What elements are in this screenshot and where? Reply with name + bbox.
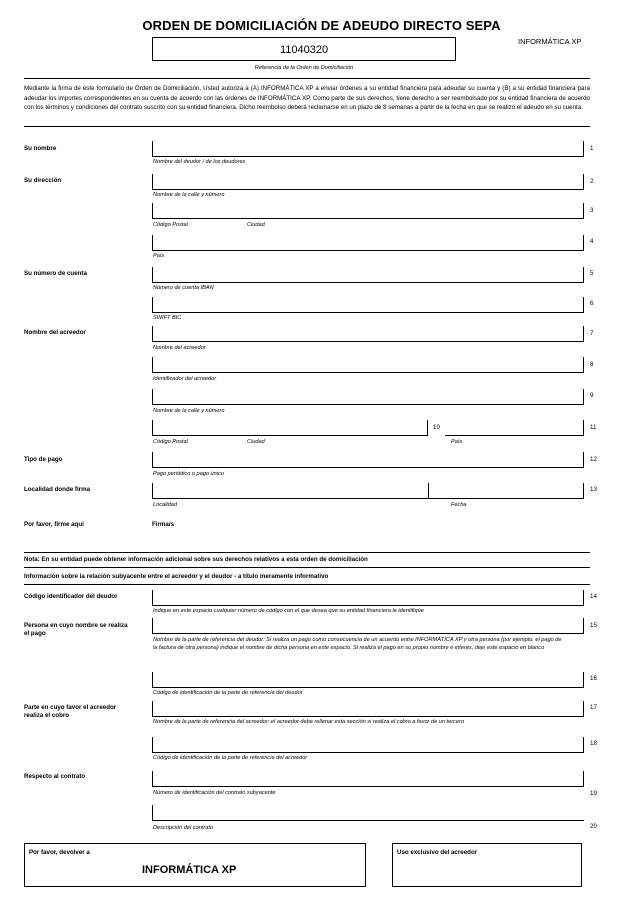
creditor-country-field[interactable] bbox=[445, 420, 584, 436]
field-number: 1 bbox=[590, 145, 594, 152]
on-behalf-name-field[interactable] bbox=[152, 618, 584, 634]
creditor-label: Nombre del acreedor bbox=[24, 329, 86, 336]
mandate-reference-caption: Referencia de la Orden de Domiciliación bbox=[254, 65, 354, 71]
country-field[interactable] bbox=[152, 235, 584, 251]
date-caption: Fecha bbox=[451, 502, 467, 508]
creditor-id-field[interactable] bbox=[152, 357, 584, 373]
contract-id-field[interactable] bbox=[152, 771, 584, 787]
divider bbox=[24, 78, 590, 79]
on-behalf-label: Persona en cuyo nombre se realiza el pago bbox=[24, 622, 128, 637]
form-title: ORDEN DE DOMICILIACIÓN DE ADEUDO DIRECTO SEPA bbox=[142, 18, 501, 33]
payment-type-field[interactable] bbox=[152, 452, 584, 468]
intro-paragraph: Mediante la firma de este formulario de Orden de Domiciliación, Usted autoriza a (A) INFORMÁTICA XP a enviar órdenes a su entidad financiera para adeudar su cuenta y (B) a su entidad financiera para adeudar los importes correspondientes en su cuenta de acuerdo con las órdenes de INFORMÁTICA XP. Como parte de sus derechos, tiene derecho a ser reembolsado por su entidad financiera de acuerdo con los términos y condiciones del contrato suscrito con su entidad financiera. Dicho reembolso deberá reclamarse en un plazo de 8 semanas a partir de la fecha en que se realizó el adeudo en su cuenta. bbox=[24, 85, 590, 111]
divider bbox=[24, 567, 590, 568]
field-number: 18 bbox=[590, 740, 597, 747]
sign-here-label: Por favor, firme aquí bbox=[24, 521, 84, 528]
field-number: 19 bbox=[590, 790, 597, 797]
payment-type-caption: Pago periódico o pago único bbox=[153, 471, 224, 477]
postal-city-field[interactable] bbox=[152, 203, 584, 219]
return-company: INFORMÁTICA XP bbox=[142, 864, 237, 876]
field-number: 2 bbox=[590, 178, 594, 185]
field-number: 9 bbox=[590, 392, 594, 399]
country-caption: País bbox=[153, 253, 165, 259]
iban-caption: Número de cuenta IBAN bbox=[153, 285, 214, 291]
beneficiary-label: Parte en cuyo favor el acreedor realiza el cobro bbox=[24, 704, 117, 719]
on-behalf-caption: Nombre de la parte de referencia del deudor: Si realiza un pago como consecuencia de un acuerdo entre INFORMÁTICA XP y otra persona (por ejemplo, el pago de la factura de otra persona) indique el nombre de dicha persona en este espacio. Si realiza el pago en su propio nombre e interés, deje este espacio en blanco bbox=[153, 637, 562, 651]
debtor-code-field[interactable] bbox=[152, 590, 584, 606]
beneficiary-id-field[interactable] bbox=[152, 737, 584, 753]
creditor-name-caption: Nombre del acreedor bbox=[153, 345, 206, 351]
creditor-country-caption: País bbox=[451, 439, 463, 445]
beneficiary-id-caption: Código de identificación de la parte de referencia del acreedor bbox=[153, 755, 308, 761]
divider bbox=[24, 552, 590, 553]
contract-description-field[interactable] bbox=[152, 805, 584, 821]
street-field[interactable] bbox=[152, 174, 584, 190]
on-behalf-id-field[interactable] bbox=[152, 672, 584, 688]
location-caption: Localidad bbox=[153, 502, 177, 508]
contract-description-caption: Descripción del contrato bbox=[153, 825, 214, 831]
field-number: 13 bbox=[590, 486, 597, 493]
field-number: 3 bbox=[590, 207, 594, 214]
account-label: Su número de cuenta bbox=[24, 270, 87, 277]
creditor-postal-caption: Código Postal bbox=[153, 439, 188, 445]
field-number: 11 bbox=[590, 424, 597, 431]
iban-field[interactable] bbox=[152, 267, 584, 283]
signature-label[interactable]: Firma/s bbox=[152, 521, 175, 528]
field-number: 16 bbox=[590, 675, 597, 682]
bic-field[interactable] bbox=[152, 297, 584, 313]
underlying-info-heading: Información sobre la relación subyacente entre el acreedor y el deudor - a título meramente informativo bbox=[24, 573, 329, 580]
payment-type-label: Tipo de pago bbox=[24, 456, 63, 463]
divider bbox=[24, 584, 590, 585]
address-label: Su dirección bbox=[24, 177, 62, 184]
field-number: 14 bbox=[590, 593, 597, 600]
return-to-label: Por favor, devolver a bbox=[29, 849, 90, 856]
date-field[interactable] bbox=[428, 483, 584, 499]
postal-caption: Código Postal bbox=[153, 222, 188, 228]
field-number: 20 bbox=[590, 823, 597, 830]
creditor-name-field[interactable] bbox=[152, 326, 584, 342]
creditor-street-caption: Nombre de la calle y número bbox=[153, 408, 225, 414]
field-number: 12 bbox=[590, 456, 597, 463]
bic-caption: SWIFT BIC bbox=[153, 315, 182, 321]
creditor-street-field[interactable] bbox=[152, 389, 584, 405]
field-number: 15 bbox=[590, 622, 597, 629]
divider bbox=[24, 126, 590, 127]
creditor-city-caption: Ciudad bbox=[247, 439, 265, 445]
street-caption: Nombre de la calle y número bbox=[153, 192, 225, 198]
contract-label: Respecto al contrato bbox=[24, 773, 86, 780]
field-number: 17 bbox=[590, 704, 597, 711]
contract-id-caption: Número de identificación del contrato subyacente bbox=[153, 790, 276, 796]
name-label: Su nombre bbox=[24, 145, 57, 152]
field-number: 4 bbox=[590, 238, 594, 245]
location-field[interactable] bbox=[152, 483, 428, 499]
creditor-use-label: Uso exclusivo del acreedor bbox=[397, 849, 478, 856]
debtor-name-caption: Nombre del deudor / de los deudores bbox=[153, 159, 246, 165]
field-number: 7 bbox=[590, 330, 594, 337]
debtor-code-caption: Indique en este espacio cualquier número de código con el que desea que su entidad financiera le identifique bbox=[153, 608, 424, 614]
company-name: INFORMÁTICA XP bbox=[518, 37, 582, 46]
field-number: 8 bbox=[590, 361, 594, 368]
field-number: 5 bbox=[590, 270, 594, 277]
creditor-postal-city-field[interactable] bbox=[152, 420, 428, 436]
debtor-code-label: Código identificador del deudor bbox=[24, 593, 118, 600]
mandate-reference-box[interactable]: 11040320 bbox=[152, 37, 456, 61]
info-note: Nota: En su entidad puede obtener información adicional sobre sus derechos relativos a esta orden de domiciliación bbox=[24, 556, 368, 563]
city-caption: Ciudad bbox=[247, 222, 265, 228]
field-number: 10 bbox=[433, 424, 440, 431]
beneficiary-name-field[interactable] bbox=[152, 701, 584, 717]
beneficiary-caption: Nombre de la parte de referencia del acreedor: el acreedor debe rellenar esta sección si realiza el cobro a favor de un tercero bbox=[153, 719, 464, 725]
on-behalf-id-caption: Código de identificación de la parte de referencia del deudor bbox=[153, 690, 303, 696]
sign-location-label: Localidad donde firma bbox=[24, 486, 91, 493]
debtor-name-field[interactable] bbox=[152, 141, 584, 157]
creditor-id-caption: Identificador del acreedor bbox=[153, 376, 217, 382]
field-number: 6 bbox=[590, 300, 594, 307]
